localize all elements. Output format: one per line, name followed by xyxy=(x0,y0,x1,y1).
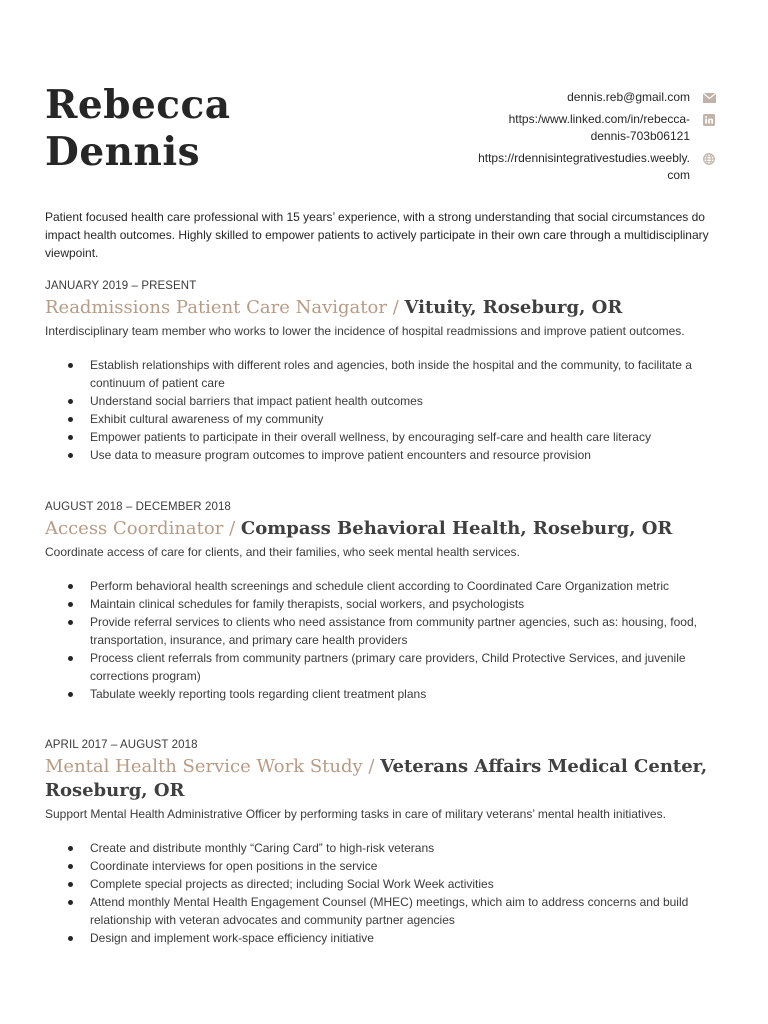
list-item: Perform behavioral health screenings and schedule client according to Coordinated Care Organization metric xyxy=(90,577,725,595)
last-name: Dennis xyxy=(45,129,201,175)
list-item: Attend monthly Mental Health Engagement Counsel (MHEC) meetings, which aim to address concerns and build relationship with veteran advocates and community partner agencies xyxy=(90,893,725,929)
list-item: Design and implement work-space efficiency initiative xyxy=(90,929,725,947)
linkedin-icon xyxy=(702,113,716,127)
list-item: Process client referrals from community partners (primary care providers, Child Protective Services, and juvenile corrections program) xyxy=(90,649,725,685)
job-entry xyxy=(45,737,725,947)
list-item: Coordinate interviews for open positions in the service xyxy=(90,857,725,875)
job-bullet-list xyxy=(45,577,725,703)
website-url-line1: https://rdennisintegrativestudies.weebly. xyxy=(478,151,690,165)
linkedin-url-line2: dennis-703b06121 xyxy=(590,129,690,143)
list-item: Maintain clinical schedules for family therapists, social workers, and psychologists xyxy=(90,595,725,613)
job-entry xyxy=(45,278,725,464)
list-item: Empower patients to participate in their overall wellness, by encouraging self-care and health care literacy xyxy=(90,428,725,446)
linkedin-url-line1: https:/www.linked.com/in/rebecca- xyxy=(508,112,690,126)
job-bullet-list xyxy=(45,356,725,464)
job-employer: Compass Behavioral Health, Roseburg, OR xyxy=(240,518,673,539)
website-url-line2: com xyxy=(667,168,690,182)
linkedin-link[interactable] xyxy=(509,111,690,145)
job-role: Readmissions Patient Care Navigator xyxy=(45,297,387,318)
globe-icon xyxy=(702,152,716,166)
website-link[interactable] xyxy=(478,150,690,184)
job-role: Access Coordinator xyxy=(45,518,224,539)
job-description: Coordinate access of care for clients, and their families, who seek mental health services. xyxy=(45,545,520,559)
job-dates: APRIL 2017 – AUGUST 2018 xyxy=(45,739,198,751)
job-title xyxy=(45,517,725,541)
job-bullet-list xyxy=(45,839,725,947)
job-title xyxy=(45,755,725,803)
resume-name xyxy=(45,82,231,176)
contact-block xyxy=(416,89,716,189)
job-role: Mental Health Service Work Study xyxy=(45,756,363,777)
list-item: Exhibit cultural awareness of my community xyxy=(90,410,725,428)
job-title xyxy=(45,296,725,320)
title-separator: / xyxy=(229,518,236,539)
envelope-icon xyxy=(702,91,716,105)
summary-paragraph: Patient focused health care professional with 15 years’ experience, with a strong understanding that social circumstances do impact health outcomes. Highly skilled to empower patients to actively participate in their own care through a multidisciplinary viewpoint. xyxy=(45,210,709,260)
contact-website-row xyxy=(416,150,716,184)
job-dates: AUGUST 2018 – DECEMBER 2018 xyxy=(45,501,231,513)
job-dates: JANUARY 2019 – PRESENT xyxy=(45,280,197,292)
job-entry xyxy=(45,499,725,703)
list-item: Tabulate weekly reporting tools regarding client treatment plans xyxy=(90,685,725,703)
job-description: Support Mental Health Administrative Officer by performing tasks in care of military veterans’ mental health initiatives. xyxy=(45,807,666,821)
list-item: Understand social barriers that impact patient health outcomes xyxy=(90,392,725,410)
contact-email-row xyxy=(416,89,716,106)
title-separator: / xyxy=(392,297,399,318)
list-item: Provide referral services to clients who need assistance from community partner agencies, such as: housing, food, transportation, insurance, and primary care health providers xyxy=(90,613,725,649)
first-name: Rebecca xyxy=(45,82,231,128)
contact-linkedin-row xyxy=(416,111,716,145)
job-employer: Vituity, Roseburg, OR xyxy=(404,297,623,318)
list-item: Create and distribute monthly “Caring Card” to high-risk veterans xyxy=(90,839,725,857)
job-description: Interdisciplinary team member who works to lower the incidence of hospital readmissions and improve patient outcomes. xyxy=(45,324,685,338)
list-item: Complete special projects as directed; including Social Work Week activities xyxy=(90,875,725,893)
job-employer: Veterans Affairs Medical Center, Roseburg, OR xyxy=(45,756,708,801)
list-item: Establish relationships with different roles and agencies, both inside the hospital and the community, to facilitate a continuum of patient care xyxy=(90,356,725,392)
title-separator: / xyxy=(368,756,375,777)
email-link[interactable]: dennis.reb@gmail.com xyxy=(567,90,690,104)
list-item: Use data to measure program outcomes to improve patient encounters and resource provision xyxy=(90,446,725,464)
